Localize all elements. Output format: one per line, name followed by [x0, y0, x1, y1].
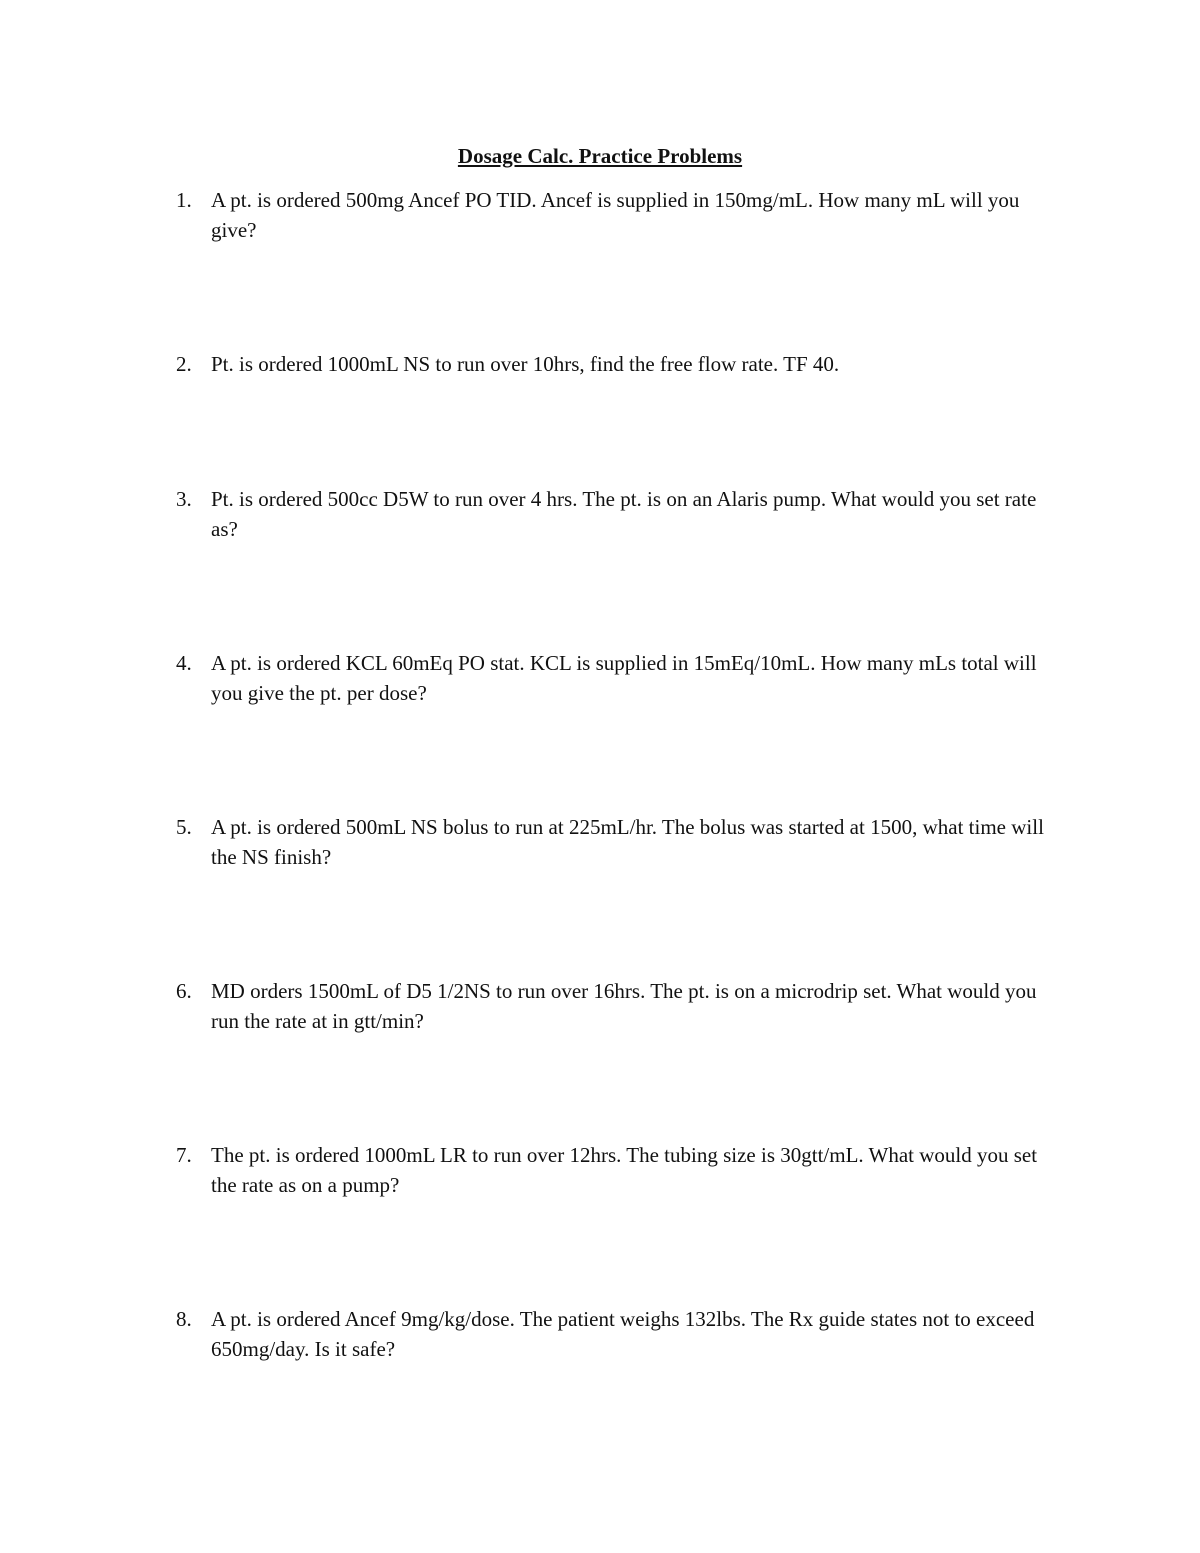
problem-text: The pt. is ordered 1000mL LR to run over 12hrs. The tubing size is 30gtt/mL. What would you set the rate as on a pump? [211, 1143, 1038, 1197]
problem-text: A pt. is ordered KCL 60mEq PO stat. KCL is supplied in 15mEq/10mL. How many mLs total will you give the pt. per dose? [211, 651, 1037, 705]
problem-text: A pt. is ordered Ancef 9mg/kg/dose. The patient weighs 132lbs. The Rx guide states not to exceed 650mg/day. Is it safe? [211, 1307, 1035, 1361]
problem-number: 2. [176, 352, 192, 376]
problem-number: 3. [176, 487, 192, 511]
problem-text: A pt. is ordered 500mL NS bolus to run at 225mL/hr. The bolus was started at 1500, what time will the NS finish? [211, 815, 1044, 869]
problem-number: 5. [176, 815, 192, 839]
problem-text: Pt. is ordered 1000mL NS to run over 10hrs, find the free flow rate. TF 40. [211, 352, 840, 376]
problem-text: Pt. is ordered 500cc D5W to run over 4 hrs. The pt. is on an Alaris pump. What would you set rate as? [211, 487, 1037, 541]
problem-number: 8. [176, 1307, 192, 1331]
problem-number: 1. [176, 188, 192, 212]
problem-text: MD orders 1500mL of D5 1/2NS to run over 16hrs. The pt. is on a microdrip set. What would you run the rate at in gtt/min? [211, 979, 1037, 1033]
problem-text: A pt. is ordered 500mg Ancef PO TID. Ancef is supplied in 150mg/mL. How many mL will you give? [211, 188, 1020, 242]
problem-number: 4. [176, 651, 192, 675]
problem-number: 7. [176, 1143, 192, 1167]
document-title: Dosage Calc. Practice Problems [457, 144, 743, 168]
problem-number: 6. [176, 979, 192, 1003]
